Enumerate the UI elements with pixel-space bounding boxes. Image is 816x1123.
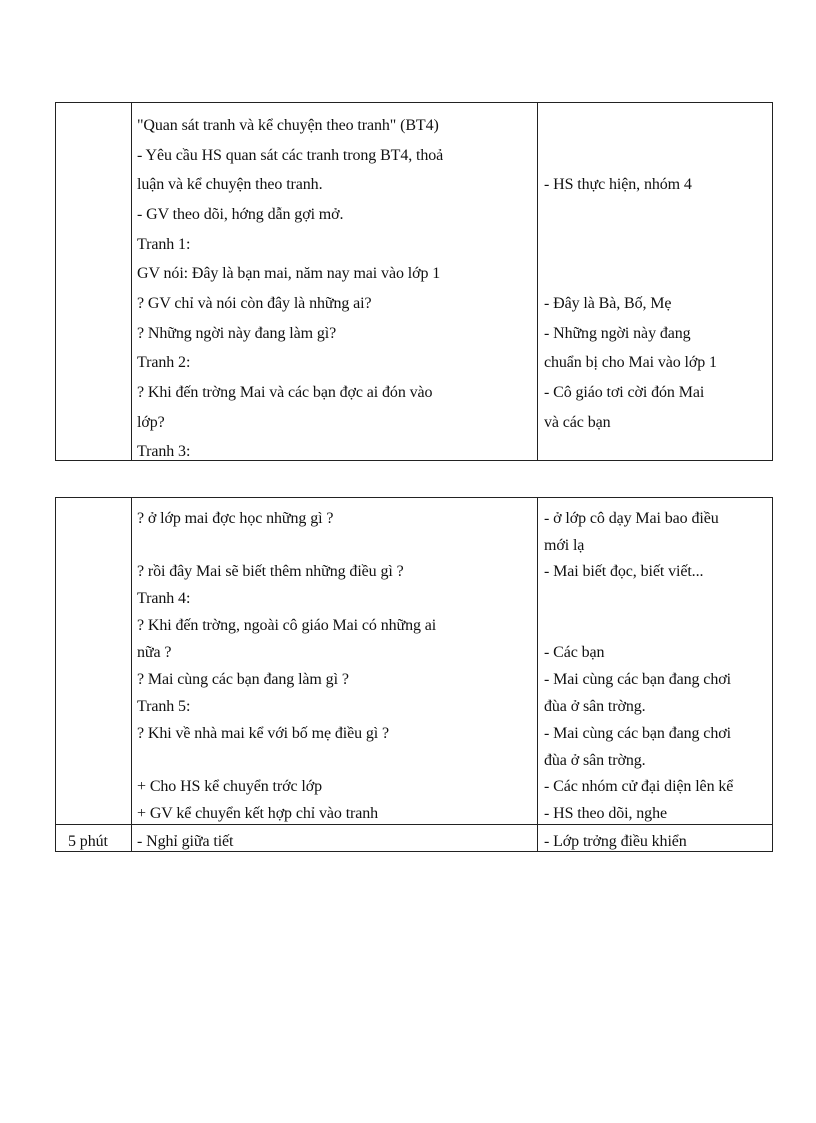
table2-middle-line: ? ở lớp mai đợc học những gì ?	[137, 510, 334, 527]
table2-right-line: - Mai cùng các bạn đang chơi	[544, 725, 731, 742]
table2-right-line: - Mai cùng các bạn đang chơi	[544, 671, 731, 688]
table2-right-line: - HS theo dõi, nghe	[544, 805, 667, 822]
break-time-label: 5 phút	[68, 833, 108, 850]
table1-middle-line: ? Những ngời này đang làm gì?	[137, 325, 337, 342]
table2-middle-line: nữa ?	[137, 644, 172, 661]
column-divider-1	[131, 103, 132, 460]
table2-right-line: đùa ở sân trờng.	[544, 698, 646, 715]
column-divider-2	[537, 498, 538, 851]
table2-right-line: - ở lớp cô dạy Mai bao điều	[544, 510, 719, 527]
table2-right-line: mới lạ	[544, 537, 585, 554]
table1-middle-line: - GV theo dõi, hớng dẫn gợi mở.	[137, 206, 344, 223]
table2-right-line: đùa ở sân trờng.	[544, 752, 646, 769]
table2-middle-line: ? Mai cùng các bạn đang làm gì ?	[137, 671, 349, 688]
table1-middle-line: Tranh 3:	[137, 443, 191, 460]
table2-middle-line: ? Khi đến trờng, ngoài cô giáo Mai có những ai	[137, 617, 437, 634]
break-activity: - Nghỉ giữa tiết	[137, 833, 234, 850]
table2-middle-line: Tranh 4:	[137, 590, 191, 607]
table2-right-line: - Mai biết đọc, biết viết...	[544, 563, 704, 580]
table2-middle-line: ? Khi về nhà mai kể với bố mẹ điều gì ?	[137, 725, 390, 742]
table1-middle-line: - Yêu cầu HS quan sát các tranh trong BT4, thoả	[137, 147, 444, 164]
column-divider-1	[131, 498, 132, 851]
table1-right-line: và các bạn	[544, 414, 611, 431]
table1-middle-line: ? GV chỉ và nói còn đây là những ai?	[137, 295, 372, 312]
table1-right-line: - Cô giáo tơi cời đón Mai	[544, 384, 705, 401]
table1-middle-line: luận và kể chuyện theo tranh.	[137, 176, 323, 193]
table2-middle-line: ? rồi đây Mai sẽ biết thêm những điều gì ?	[137, 563, 404, 580]
table2-right-line: - Các bạn	[544, 644, 605, 661]
row-divider	[56, 824, 772, 825]
table1-middle-line: lớp?	[137, 414, 165, 431]
table1-middle-line: Tranh 2:	[137, 354, 191, 371]
table2-middle-line: Tranh 5:	[137, 698, 191, 715]
table1-right-line: chuẩn bị cho Mai vào lớp 1	[544, 354, 717, 371]
table1-right-line: - HS thực hiện, nhóm 4	[544, 176, 692, 193]
table1-right-line: - Đây là Bà, Bố, Mẹ	[544, 295, 672, 312]
column-divider-2	[537, 103, 538, 460]
table1-middle-line: GV nói: Đây là bạn mai, năm nay mai vào lớp 1	[137, 265, 441, 282]
table1-middle-line: ? Khi đến trờng Mai và các bạn đợc ai đón vào	[137, 384, 433, 401]
table2-middle-line: + GV kể chuyển kết hợp chỉ vào tranh	[137, 805, 379, 822]
table2-middle-line: + Cho HS kể chuyển trớc lớp	[137, 778, 322, 795]
table1-middle-line: Tranh 1:	[137, 236, 191, 253]
table1-right-line: - Những ngời này đang	[544, 325, 691, 342]
table1-middle-line: "Quan sát tranh và kể chuyện theo tranh" (BT4)	[137, 117, 439, 134]
table2-right-line: - Các nhóm cử đại diện lên kể	[544, 778, 734, 795]
break-student-activity: - Lớp trởng điều khiển	[544, 833, 687, 850]
